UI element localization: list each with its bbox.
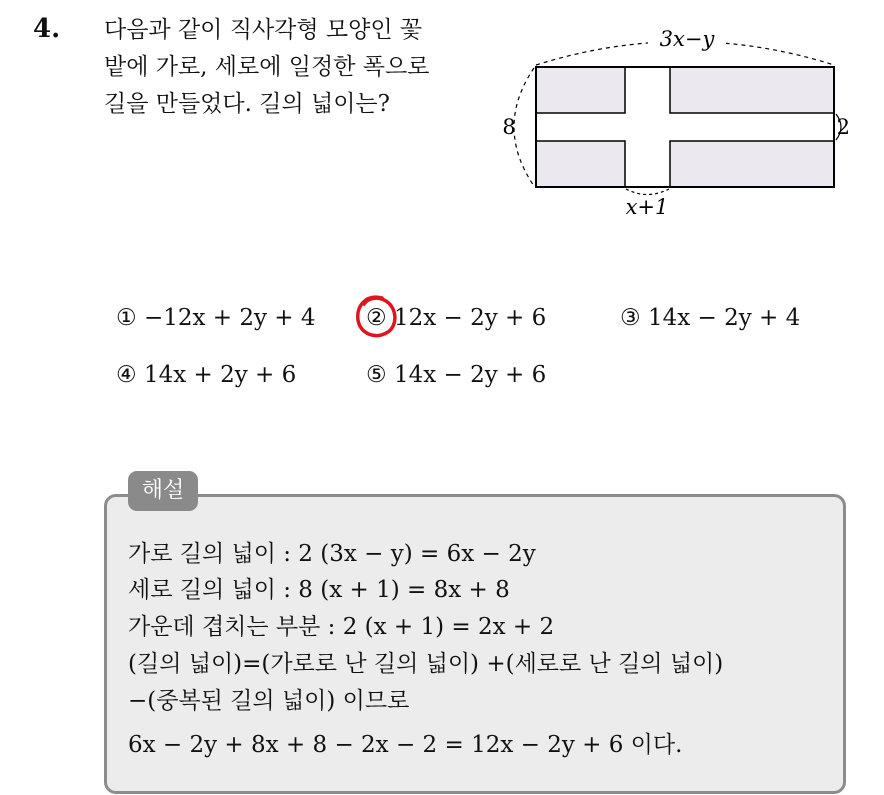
solution-line: 세로 길의 넓이 : 8 (x + 1) = 8x + 8 — [128, 577, 510, 603]
choice-marker: ③ — [620, 305, 641, 331]
left-dimension-label: 8 — [502, 115, 516, 139]
top-dimension-label: 3x−y — [659, 27, 715, 51]
choice-marker: ④ — [116, 362, 137, 388]
choice-text: 14x − 2y + 6 — [393, 362, 547, 388]
choice-text: −12x + 2y + 4 — [143, 305, 316, 331]
answer-circle-mark — [352, 292, 402, 344]
field-bottom-left — [536, 141, 625, 187]
field-top-right — [670, 67, 834, 113]
bottom-dimension-arc — [626, 189, 669, 195]
solution-line: 6x − 2y + 8x + 8 − 2x − 2 = 12x − 2y + 6 이다. — [128, 732, 683, 758]
bottom-dimension-label: x+1 — [625, 195, 669, 219]
choice-text: 12x − 2y + 6 — [393, 305, 547, 331]
choice-text: 14x + 2y + 6 — [143, 362, 297, 388]
solution-line: (길의 넓이)=(가로로 난 길의 넓이) +(세로로 난 길의 넓이) — [128, 651, 724, 677]
choice-marker: ⑤ — [366, 362, 387, 388]
choice-3[interactable] — [620, 305, 800, 331]
choice-1[interactable] — [116, 305, 316, 331]
field-top-left — [536, 67, 625, 113]
solution-line: 가로 길의 넓이 : 2 (3x − y) = 6x − 2y — [128, 541, 536, 567]
question-number: 4. — [33, 14, 61, 44]
right-dimension-label: 2 — [836, 115, 850, 139]
question-text — [104, 12, 484, 123]
solution-tag: 해설 — [128, 471, 198, 511]
flower-bed-diagram — [490, 20, 850, 225]
question-line: 다음과 같이 직사각형 모양인 꽃 — [104, 17, 423, 43]
question-line: 밭에 가로, 세로에 일정한 폭으로 — [104, 54, 430, 80]
choice-5[interactable] — [366, 362, 546, 388]
field-bottom-right — [670, 141, 834, 187]
solution-line: −(중복된 길의 넓이) 이므로 — [128, 688, 410, 714]
choice-marker: ② — [366, 305, 387, 331]
solution-line: 가운데 겹치는 부분 : 2 (x + 1) = 2x + 2 — [128, 614, 555, 640]
question-line: 길을 만들었다. 길의 넓이는? — [104, 91, 390, 117]
left-dimension-arc — [514, 68, 534, 186]
choice-4[interactable] — [116, 362, 296, 388]
choice-marker: ① — [116, 305, 137, 331]
choice-text: 14x − 2y + 4 — [647, 305, 801, 331]
